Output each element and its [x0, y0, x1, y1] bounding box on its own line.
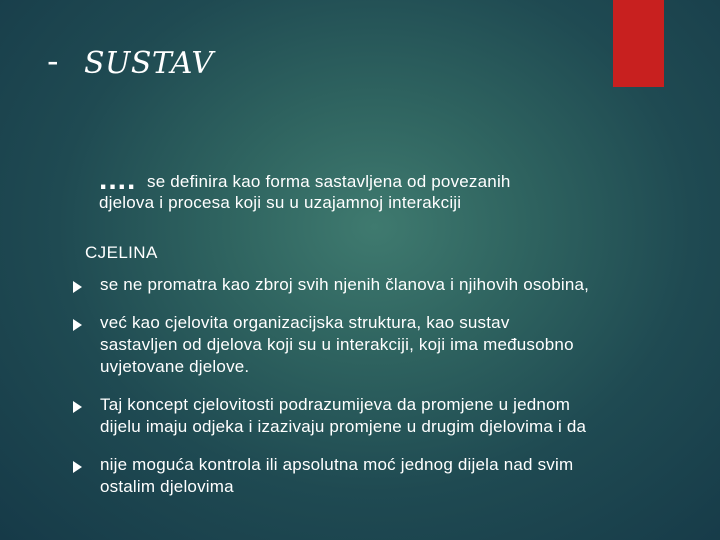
triangle-right-icon [73, 319, 82, 331]
definition-line-2: djelova i procesa koji su u uzajamnoj interakciji [99, 193, 462, 212]
bullet-item [71, 394, 591, 438]
definition-text [99, 171, 569, 213]
bullet-text: Taj koncept cjelovitosti podrazumijeva da promjene u jednom dijelu imaju odjeka i izazivaju promjene u drugim djelovima i da [100, 395, 587, 436]
slide-title: SUSTAV [84, 46, 214, 81]
title-dash: - [47, 42, 59, 80]
bullet-item [71, 454, 591, 498]
definition-ellipsis: .... [99, 163, 137, 196]
bullet-list [71, 274, 591, 514]
decorative-red-tab [613, 0, 664, 87]
section-heading: CJELINA [85, 243, 158, 262]
bullet-text: već kao cjelovita organizacijska struktura, kao sustav sastavljen od djelova koji su u interakciji, koji ima međusobno uvjetovane djelove. [100, 313, 574, 376]
bullet-item [71, 312, 591, 378]
bullet-text: nije moguća kontrola ili apsolutna moć jednog dijela nad svim ostalim djelovima [100, 455, 574, 496]
bullet-text: se ne promatra kao zbroj svih njenih članova i njihovih osobina, [100, 275, 590, 294]
definition-line-1: se definira kao forma sastavljena od povezanih [147, 172, 511, 191]
triangle-right-icon [73, 461, 82, 473]
triangle-right-icon [73, 281, 82, 293]
triangle-right-icon [73, 401, 82, 413]
bullet-item [71, 274, 591, 296]
